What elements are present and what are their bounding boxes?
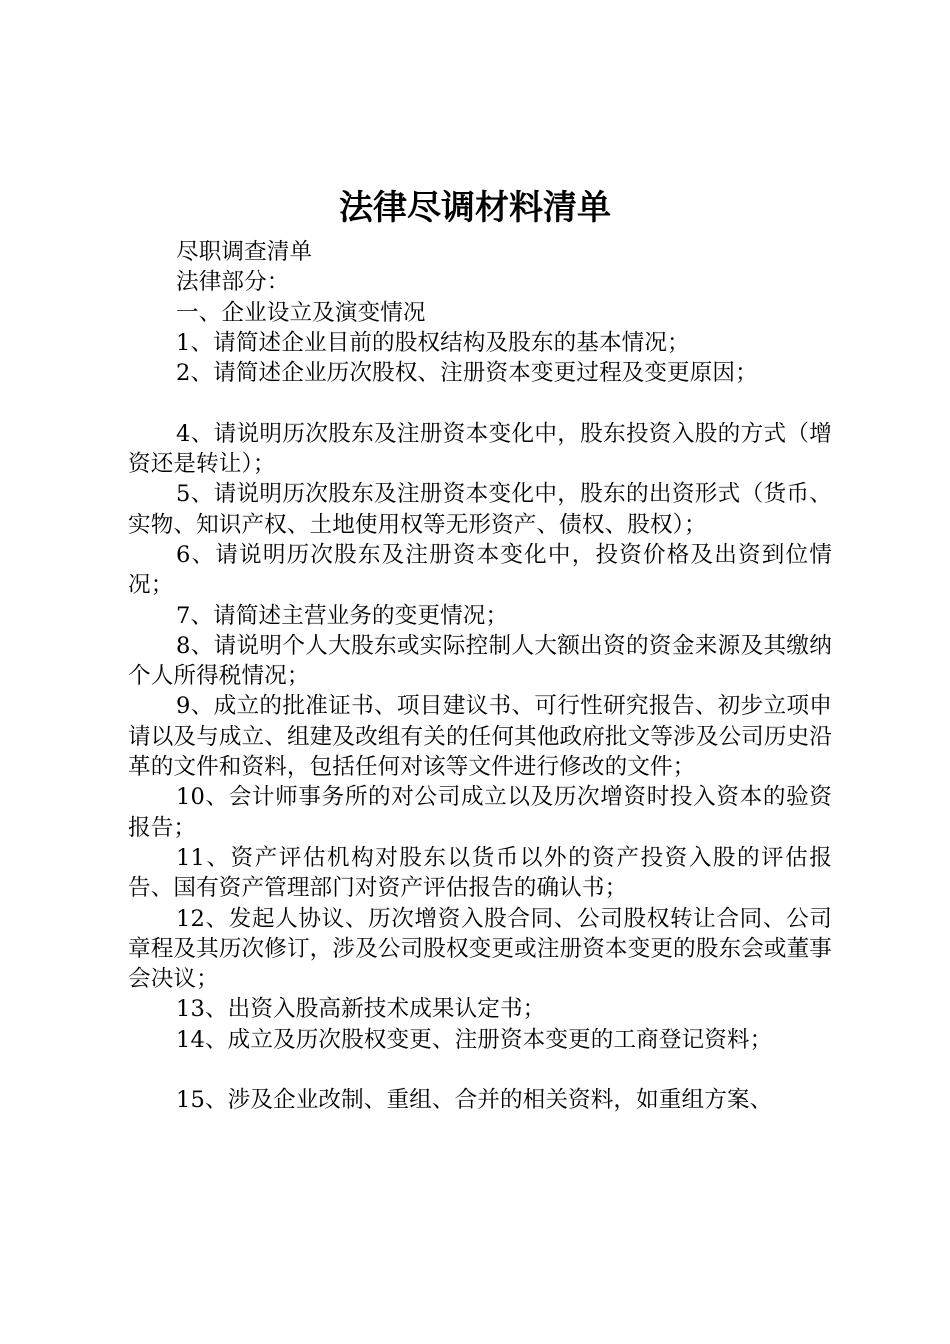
blank-line xyxy=(128,388,832,418)
paragraph-item-15: 15、涉及企业改制、重组、合并的相关资料，如重组方案、 xyxy=(176,1087,773,1114)
paragraph-item-8: 8、请说明个人大股东或实际控制人大额出资的资金来源及其缴纳个人所得税情况； xyxy=(128,632,832,690)
paragraph-item-2: 2、请简述企业历次股权、注册资本变更过程及变更原因； xyxy=(176,360,758,387)
paragraph-checklist-heading: 尽职调查清单 xyxy=(176,239,313,265)
paragraph-item-12: 12、发起人协议、历次增资入股合同、公司股权转让合同、公司章程及其历次修订，涉及公司股权变更或注册资本变更的股东会或董事会决议； xyxy=(128,905,832,993)
paragraph-item-11: 11、资产评估机构对股东以货币以外的资产投资入股的评估报告、国有资产管理部门对资产评估报告的确认书； xyxy=(128,844,832,902)
paragraph-item-1: 1、请简述企业目前的股权结构及股东的基本情况； xyxy=(176,329,690,356)
paragraph-item-9: 9、成立的批准证书、项目建议书、可行性研究报告、初步立项申请以及与成立、组建及改组有关的任何其他政府批文等涉及公司历史沿革的文件和资料，包括任何对该等文件进行修改的文件； xyxy=(128,693,832,781)
paragraph-item-7: 7、请简述主营业务的变更情况； xyxy=(176,602,509,629)
paragraph-item-4: 4、请说明历次股东及注册资本变化中，股东投资入股的方式（增资还是转让）； xyxy=(128,420,832,478)
paragraph-item-10: 10、会计师事务所的对公司成立以及历次增资时投入资本的验资报告； xyxy=(128,784,832,841)
paragraph-item-13: 13、出资入股高新技术成果认定书； xyxy=(176,996,546,1023)
paragraph-item-5: 5、请说明历次股东及注册资本变化中，股东的出资形式（货币、实物、知识产权、土地使用权等无形资产、债权、股权）； xyxy=(128,481,832,538)
blank-line xyxy=(128,1055,832,1085)
document-body xyxy=(128,237,832,1116)
paragraph-legal-section: 法律部分： xyxy=(176,269,290,296)
document-title: 法律尽调材料清单 xyxy=(339,188,611,228)
paragraph-section-one-heading: 一、企业设立及演变情况 xyxy=(176,299,426,326)
paragraph-item-14: 14、成立及历次股权变更、注册资本变更的工商登记资料； xyxy=(176,1026,773,1053)
paragraph-item-6: 6、请说明历次股东及注册资本变化中，投资价格及出资到位情况； xyxy=(128,541,832,599)
